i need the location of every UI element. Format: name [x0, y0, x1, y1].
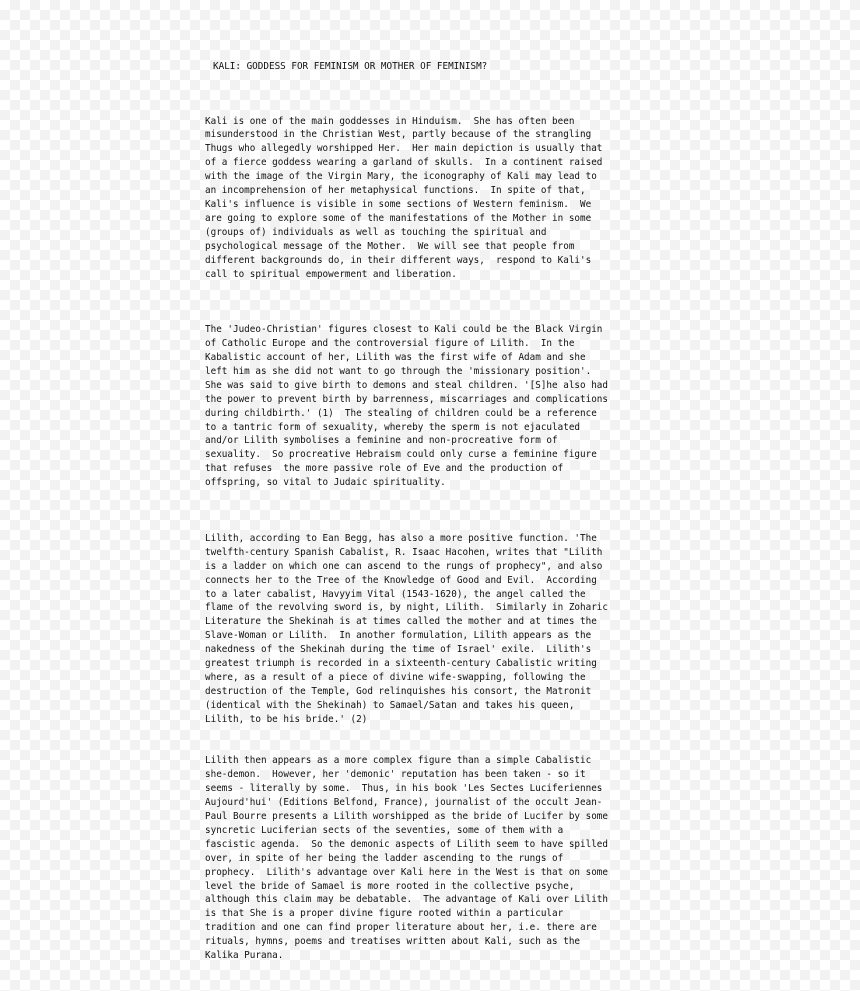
document-title: KALI: GODDESS FOR FEMINISM OR MOTHER OF FEMINISM?: [213, 60, 488, 72]
paragraph-kali-intro: Kali is one of the main goddesses in Hinduism. She has often been misunderstood in the Christian West, partly because of the strangling Thugs who allegedly worshipped Her. Her main depiction is usually that of a fierce goddess wearing a garland of skulls. In a continent raised with the image of the Virgin Mary, the iconography of Kali may lead to an incomprehension of her metaphysical functions. In spite of that, Kali's influence is visible in some sections of Western feminism. We are going to explore some of the manifestations of the Mother in some (groups of) individuals as well as touching the spiritual and psychological message of the Mother. We will see that people from different backgrounds do, in their different ways, respond to Kali's call to spiritual empowerment and liberation.: [205, 115, 603, 280]
paragraph-lilith-begg: Lilith, according to Ean Begg, has also a more positive function. 'The twelfth-century Spanish Cabalist, R. Isaac Hacohen, writes that "Lilith is a ladder on which one can ascend to the rungs of prophecy", and also connects her to the Tree of the Knowledge of Good and Evil. According to a later cabalist, Havyyim Vital (1543-1620), the angel called the flame of the revolving sword is, by night, Lilith. Similarly in Zoharic Literature the Shekinah is at times called the mother and at times the Slave-Woman or Lilith. In another formulation, Lilith appears as the nakedness of the Shekinah during the time of Israel' exile. Lilith's greatest triumph is recorded in a sixteenth-century Cabalistic writing where, as a result of a piece of divine wife-swapping, following the destruction of the Temple, God relinquishes his consort, the Matronit (identical with the Shekinah) to Samael/Satan and takes his queen, Lilith, to be his bride.' (2): [205, 532, 608, 725]
paragraph-lilith-kabbalah: The 'Judeo-Christian' figures closest to Kali could be the Black Virgin of Catholic Europe and the controversial figure of Lilith. In the Kabalistic account of her, Lilith was the first wife of Adam and she left him as she did not want to go through the 'missionary position'. She was said to give birth to demons and steal children. '[S]he also had the power to prevent birth by barrenness, miscarriages and complications during childbirth.' (1) The stealing of children could be a reference to a tantric form of sexuality, whereby the sperm is not ejaculated and/or Lilith symbolises a feminine and non-procreative form of sexuality. So procreative Hebraism could only curse a feminine figure that refuses the more passive role of Eve and the production of offspring, so vital to Judaic spirituality.: [205, 324, 608, 489]
paragraph-lilith-complex: Lilith then appears as a more complex figure than a simple Cabalistic she-demon. However, her 'demonic' reputation has been taken - so it seems - literally by some. Thus, in his book 'Les Sectes Luciferiennes Aujourd'hui' (Editions Belfond, France), journalist of the occult Jean- Paul Bourre presents a Lilith worshipped as the bride of Lucifer by some syncretic Luciferian sects of the seventies, some of them with a fascistic agenda. So the demonic aspects of Lilith seem to have spilled over, in spite of her being the ladder ascending to the rungs of prophecy. Lilith's advantage over Kali here in the West is that on some level the bride of Samael is more rooted in the collective psyche, although this claim may be debatable. The advantage of Kali over Lilith is that She is a proper divine figure rooted within a particular tradition and one can find proper literature about her, i.e. there are rituals, hymns, poems and treatises written about Kali, such as the Kalika Purana.: [205, 755, 608, 962]
document-page: [205, 32, 665, 991]
